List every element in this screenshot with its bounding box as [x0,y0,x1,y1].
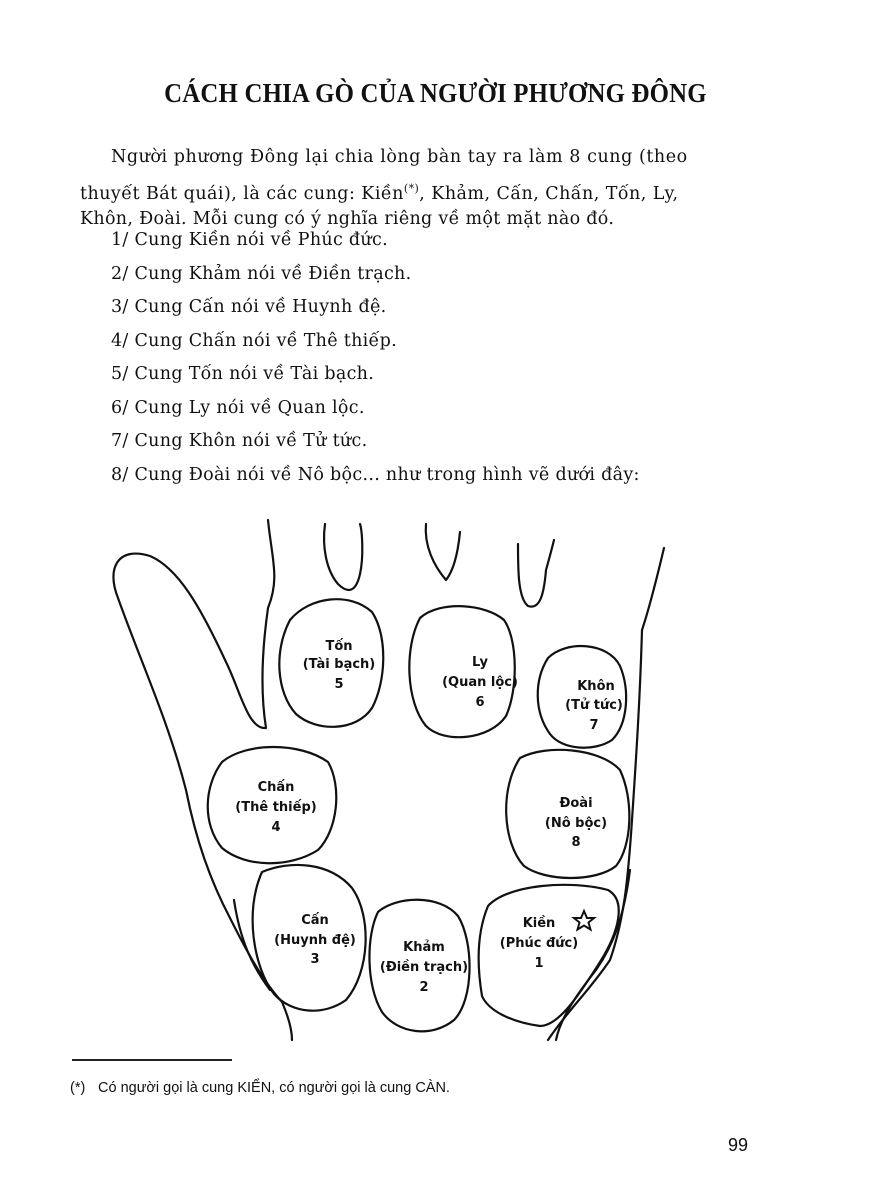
mound-doai-number: 8 [571,835,581,850]
mound-kham-meaning: (Điền trạch) [379,960,469,975]
footnote-text: Có người gọi là cung KIỂN, có người gọi là cung CÀN. [98,1080,450,1096]
intro-line-2b: , Khảm, Cấn, Chấn, Tốn, Ly, [419,183,679,204]
mound-kham-number: 2 [419,980,429,995]
mound-kien-number: 1 [534,956,544,971]
mound-khon-outline [538,646,626,748]
mound-can-name: Cấn [301,913,329,928]
mound-kien-name: Kiền [522,916,556,931]
ring-finger-outline [518,540,554,607]
mound-can-meaning: (Huynh đệ) [274,933,356,948]
list-item: 5/ Cung Tốn nói về Tài bạch. [111,364,375,384]
list-item: 3/ Cung Cấn nói về Huynh đệ. [111,297,387,317]
mound-chan-meaning: (Thê thiếp) [235,800,317,815]
list-item: 8/ Cung Đoài nói về Nô bộc... như trong hình vẽ dưới đây: [111,464,640,485]
list-item: 4/ Cung Chấn nói về Thê thiếp. [111,330,397,351]
mound-kien-outline [479,885,619,1026]
middle-finger-outline [426,524,460,580]
index-finger-outline [324,524,362,590]
mound-ton-number: 5 [334,677,344,692]
mound-doai-outline [506,750,629,878]
mound-doai-name: Đoài [559,796,593,811]
mound-ly-meaning: (Quan lộc) [442,675,518,690]
list-item: 6/ Cung Ly nói về Quan lộc. [111,397,365,418]
list-item: 1/ Cung Kiền nói về Phúc đức. [111,230,388,250]
mound-kham-name: Khảm [403,940,445,955]
mound-ly-name: Ly [472,655,488,670]
mound-can-number: 3 [310,952,320,967]
mound-ton-name: Tốn [325,639,353,654]
intro-line-2a: thuyết Bát quái), là các cung: Kiền [80,183,404,204]
list-item: 2/ Cung Khảm nói về Điền trạch. [111,263,412,284]
mound-ly-outline [409,606,514,737]
mound-ly-number: 6 [475,695,485,710]
mound-khon-number: 7 [589,718,599,733]
mound-chan-number: 4 [271,820,281,835]
hand-right-edge [548,548,664,1040]
mound-khon-meaning: (Tử tức) [565,698,623,713]
page-title: CÁCH CHIA GÒ CỦA NGƯỜI PHƯƠNG ĐÔNG [164,78,707,108]
mound-doai-meaning: (Nô bộc) [544,816,608,831]
mound-khon-name: Khôn [577,679,615,694]
footnote-mark: (*) [70,1080,86,1096]
star-icon [574,911,594,930]
footnote-reference[interactable]: (*) [403,182,420,195]
list-item: 7/ Cung Khôn nói về Tử tức. [111,431,368,451]
page-number: 99 [728,1135,749,1155]
mound-chan-name: Chấn [257,780,295,795]
mound-kien-meaning: (Phúc đức) [499,936,579,951]
footnote [70,1080,450,1096]
intro-line-1: Người phương Đông lại chia lòng bàn tay ra làm 8 cung (theo [111,147,688,167]
footnote-divider [72,1059,232,1061]
mound-ton-meaning: (Tài bạch) [302,657,376,672]
intro-line-3: Khôn, Đoài. Mỗi cung có ý nghĩa riêng về một mặt nào đó. [80,209,615,229]
